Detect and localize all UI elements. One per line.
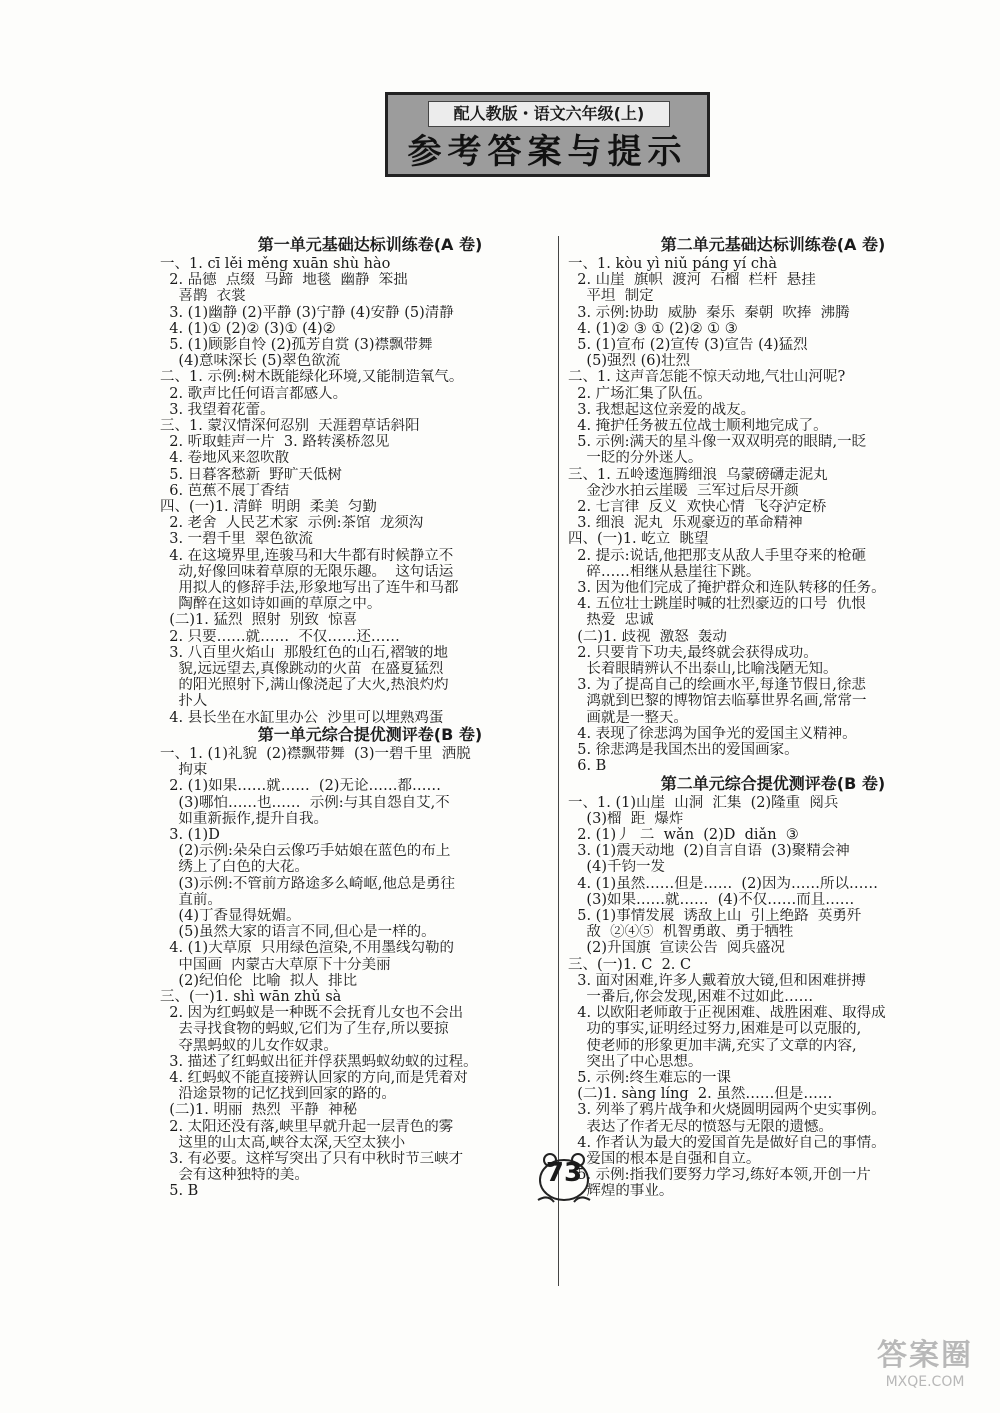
answer-line: 5. 示例:指我们要努力学习,练好本领,开创一片 (568, 1167, 871, 1184)
answer-line: 一番后,你会发现,困难不过如此…… (568, 988, 814, 1005)
answer-line: 3. (1)D (160, 826, 220, 843)
answer-line: 3. 我望着花蕾。 (160, 401, 275, 418)
answer-line: (5)强烈 (6)壮烈 (568, 353, 691, 370)
answer-line: (4)千钧一发 (568, 859, 665, 876)
answer-line: 3. 细浪 泥丸 乐观豪迈的革命精神 (568, 515, 803, 532)
answer-line: 2. 只要……就…… 不仅……还…… (160, 628, 400, 645)
answer-line: 喜鹊 衣裳 (160, 288, 246, 305)
answer-line: (2)示例:朵朵白云像巧手姑娘在蓝色的布上 (160, 843, 451, 860)
answer-line: 3. 八百里火焰山 那般红色的山石,褶皱的地 (160, 644, 448, 661)
answer-line: 6. B (568, 758, 607, 775)
answer-line: 2. 太阳还没有落,峡里早就升起一层青色的雾 (160, 1118, 454, 1135)
answer-line: 动,好像回味着草原的无限乐趣。 这句话运 (160, 563, 454, 580)
answer-line: 3. 因为他们完成了掩护群众和连队转移的任务。 (568, 580, 886, 597)
answer-line: 去寻找食物的蚂蚁,它们为了生存,所以要掠 (160, 1021, 449, 1038)
answer-line: 2. 七言律 反义 欢快心情 飞夺泸定桥 (568, 499, 827, 516)
answer-line: 4. (1)① (2)② (3)① (4)② (160, 320, 336, 337)
answer-line: 辉煌的事业。 (568, 1183, 674, 1200)
answer-line: 2. 提示:说话,他把那支从敌人手里夺来的枪砸 (568, 547, 867, 564)
answer-line: 5. B (160, 1183, 199, 1200)
answer-line: 会有这种独特的美。 (160, 1167, 309, 1184)
page-number-badge (528, 1148, 600, 1208)
answer-line: 使老师的形象更加丰满,充实了文章的内容, (568, 1037, 857, 1054)
header-title: 参考答案与提示 (407, 132, 688, 172)
answer-line: 5. (1)顾影自怜 (2)孤芳自赏 (3)襟飘带舞 (160, 337, 433, 354)
answer-line: 2. 老舍 人民艺术家 示例:茶馆 龙须沟 (160, 515, 424, 532)
answer-line: 敌 ②④⑤ 机智勇敢、勇于牺牲 (568, 924, 794, 941)
answer-line: 4. (1)② ③ ① (2)② ① ③ (568, 320, 738, 337)
answer-line: (二)1. 歧视 激怒 轰动 (568, 628, 727, 645)
answer-line: 表达了作者无尽的愤怒与无限的遗憾。 (568, 1118, 833, 1135)
answer-line: 3. 面对困难,许多人戴着放大镜,但和困难拼搏 (568, 972, 866, 989)
answer-line: 4. 卷地风来忽吹散 (160, 450, 290, 467)
answer-line: 2. 山崖 旗帜 渡河 石榴 栏杆 悬挂 (568, 272, 816, 289)
answer-line: 4. (1)大草原 只用绿色渲染,不用墨线勾勒的 (160, 940, 455, 957)
answer-line: (2)纪伯伦 比喻 拟人 排比 (160, 972, 358, 989)
answer-line: 三、(一)1. C 2. C (568, 956, 692, 973)
answer-line: 4. 在这境界里,连骏马和大牛都有时候静立不 (160, 547, 454, 564)
answer-line: 长着眼睛辨认不出泰山,比喻浅陋无知。 (568, 661, 838, 678)
answer-line: 鸿就到巴黎的博物馆去临摹世界名画,常常一 (568, 693, 867, 710)
answer-line: 3. 示例:协助 威胁 秦乐 秦朝 吹捧 沸腾 (568, 304, 850, 321)
answer-line: (二)1. sàng líng 2. 虽然……但是…… (568, 1086, 833, 1103)
answer-line: 二、1. 示例:树木既能绿化环境,又能制造氧气。 (160, 369, 464, 386)
answer-line: 爱国的根本是自强和自立。 (568, 1150, 761, 1167)
answer-line: 一眨的分外迷人。 (568, 450, 703, 467)
answer-line: 一、1. (1)山崖 山洞 汇集 (2)隆重 阅兵 (568, 794, 839, 811)
answer-line: 一、1. kòu yì niǔ páng yí chà (568, 256, 777, 272)
answer-line: 功的事实,证明经过努力,困难是可以克服的, (568, 1021, 862, 1038)
answer-line: 绣上了白色的大花。 (160, 859, 309, 876)
answer-line: 用拟人的修辞手法,形象地写出了连牛和马都 (160, 580, 459, 597)
answer-line: 如重新振作,提升自我。 (160, 810, 329, 827)
answer-line: 2. 歌声比任何语言都感人。 (160, 385, 348, 402)
answer-line: 一、1. (1)礼貌 (2)襟飘带舞 (3)一碧千里 洒脱 (160, 745, 471, 762)
answer-line: 金沙水拍云崖暖 三军过后尽开颜 (568, 482, 799, 499)
answer-line: 2. 广场汇集了队伍。 (568, 385, 712, 402)
answer-line: 四、(一)1. 屹立 眺望 (568, 531, 709, 548)
answer-line: 2. (1)如果……就…… (2)无论……都…… (160, 778, 441, 795)
answer-line: 5. (1)宣布 (2)宣传 (3)宣告 (4)猛烈 (568, 337, 808, 354)
answer-line: (5)虽然大家的语言不同,但心是一样的。 (160, 924, 436, 941)
answer-line: 三、1. 五岭逶迤腾细浪 乌蒙磅礴走泥丸 (568, 466, 828, 483)
answer-line: 夺黑蚂蚁的儿女作奴隶。 (160, 1037, 338, 1054)
answer-line: 3. 为了提高自己的绘画水平,每逢节假日,徐悲 (568, 677, 866, 694)
left-column (160, 236, 580, 1200)
answer-line: 碎……相继从悬崖往下跳。 (568, 563, 761, 580)
answer-line: 3. (1)幽静 (2)平静 (3)宁静 (4)安静 (5)清静 (160, 304, 454, 321)
answer-line: 热爱 忠诚 (568, 612, 654, 629)
answer-line: (二)1. 明丽 热烈 平静 神秘 (160, 1102, 358, 1119)
section-title: 第二单元综合提优测评卷(B 卷) (660, 773, 886, 793)
page-number: 73 (545, 1158, 583, 1188)
answer-line: 4. 县长坐在水缸里办公 沙里可以埋熟鸡蛋 (160, 709, 444, 726)
answer-line: (2)升国旗 宣读公告 阅兵盛况 (568, 940, 785, 957)
answer-line: 陶醉在这如诗如画的草原之中。 (160, 596, 382, 613)
answer-line: 4. 作者认为最大的爱国首先是做好自己的事情。 (568, 1134, 886, 1151)
answer-line: 直前。 (160, 891, 222, 908)
answer-line: 2. 因为红蚂蚁是一种既不会抚育儿女也不会出 (160, 1005, 464, 1022)
watermark (860, 1330, 990, 1405)
answer-line: 5. (1)事情发展 诱敌上山 引上绝路 英勇歼 (568, 907, 862, 924)
answer-line: (3)哪怕……也…… 示例:与其自怨自艾,不 (160, 794, 450, 811)
answer-line: (二)1. 猛烈 照射 别致 惊喜 (160, 612, 358, 629)
section-title: 第一单元综合提优测评卷(B 卷) (257, 724, 483, 744)
answer-line: 3. (1)震天动地 (2)自言自语 (3)聚精会神 (568, 843, 850, 860)
answer-line: (3)榴 距 爆炸 (568, 810, 684, 827)
answer-line: (3)示例:不管前方路途多么崎岖,他总是勇往 (160, 875, 455, 892)
header-subtitle: 配人教版・语文六年级(上) (428, 101, 670, 127)
answer-line: 3. 列举了鸦片战争和火烧圆明园两个史实事例。 (568, 1102, 886, 1119)
answer-line: 四、(一)1. 清鲜 明朗 柔美 匀勤 (160, 499, 377, 516)
answer-line: 三、(一)1. shì wān zhǔ sà (160, 988, 342, 1005)
answer-line: 4. 以欧阳老师敢于正视困难、战胜困难、取得成 (568, 1005, 886, 1022)
answer-line: 4. 红蚂蚁不能直接辨认回家的方向,而是凭着对 (160, 1069, 468, 1086)
answer-line: 4. 五位壮士跳崖时喊的壮烈豪迈的口号 仇恨 (568, 596, 866, 613)
answer-line: 的阳光照射下,满山像浇起了大火,热浪灼灼 (160, 677, 449, 694)
answer-line: 突出了中心思想。 (568, 1053, 703, 1070)
answer-line: 扑人 (160, 693, 208, 710)
watermark-main: 答案圈 (877, 1338, 973, 1373)
answer-line: 4. (1)虽然……但是…… (2)因为……所以…… (568, 875, 878, 892)
answer-line: 5. 示例:终生难忘的一课 (568, 1069, 732, 1086)
answer-line: 中国画 内蒙古大草原下十分美丽 (160, 956, 391, 973)
answer-line: 4. 表现了徐悲鸿为国争光的爱国主义精神。 (568, 725, 857, 742)
answer-line: 3. 有必要。这样写突出了只有中秋时节三峡才 (160, 1150, 464, 1167)
answer-line: 5. 徐悲鸿是我国杰出的爱国画家。 (568, 742, 799, 759)
answer-line: 这里的山太高,峡谷太深,天空太狭小 (160, 1134, 406, 1151)
header-banner (385, 92, 710, 177)
answer-line: 2. 品德 点缀 马蹄 地毯 幽静 笨拙 (160, 272, 408, 289)
answer-line: 三、1. 蒙汉情深何忍别 天涯碧草话斜阳 (160, 418, 420, 435)
answer-line: 貌,远远望去,真像跳动的火苗 在盛夏猛烈 (160, 661, 444, 678)
answer-line: 沿途景物的记忆找到回家的路的。 (160, 1086, 396, 1103)
section-title: 第二单元基础达标训练卷(A 卷) (660, 235, 886, 254)
answer-line: 3. 我想起这位亲爱的战友。 (568, 401, 756, 418)
answer-line: 2. 听取蛙声一片 3. 路转溪桥忽见 (160, 434, 390, 451)
answer-line: 平坦 制定 (568, 288, 654, 305)
answer-line: 拘束 (160, 762, 208, 779)
answer-line: 一、1. cī lěi měng xuān shù hào (160, 256, 391, 272)
answer-line: 5. 示例:满天的星斗像一双双明亮的眼睛,一眨 (568, 434, 867, 451)
answer-line: 画就是一整天。 (568, 709, 688, 726)
answer-line: 2. (1)丿 二 wǎn (2)D diǎn ③ (568, 826, 799, 843)
answer-line: (3)如果……就…… (4)不仅……而且…… (568, 891, 855, 908)
answer-line: 5. 日暮客愁新 野旷天低树 (160, 466, 342, 483)
answer-line: (4)意味深长 (5)翠色欲流 (160, 353, 341, 370)
answer-line: 3. 描述了红蚂蚁出征并俘获黑蚂蚁幼蚁的过程。 (160, 1053, 478, 1070)
answer-line: 3. 一碧千里 翠色欲流 (160, 531, 313, 548)
answer-line: 二、1. 这声音怎能不惊天动地,气壮山河呢? (568, 369, 846, 386)
answer-line: 6. 芭蕉不展丁香结 (160, 482, 290, 499)
answer-line: (4)丁香显得妩媚。 (160, 907, 301, 924)
section-title: 第一单元基础达标训练卷(A 卷) (257, 235, 483, 254)
answer-line: 4. 掩护任务被五位战士顺利地完成了。 (568, 418, 828, 435)
answer-line: 2. 只要肯下功夫,最终就会获得成功。 (568, 644, 818, 661)
right-column (568, 236, 978, 1200)
watermark-url: MXQE.COM (885, 1374, 965, 1390)
